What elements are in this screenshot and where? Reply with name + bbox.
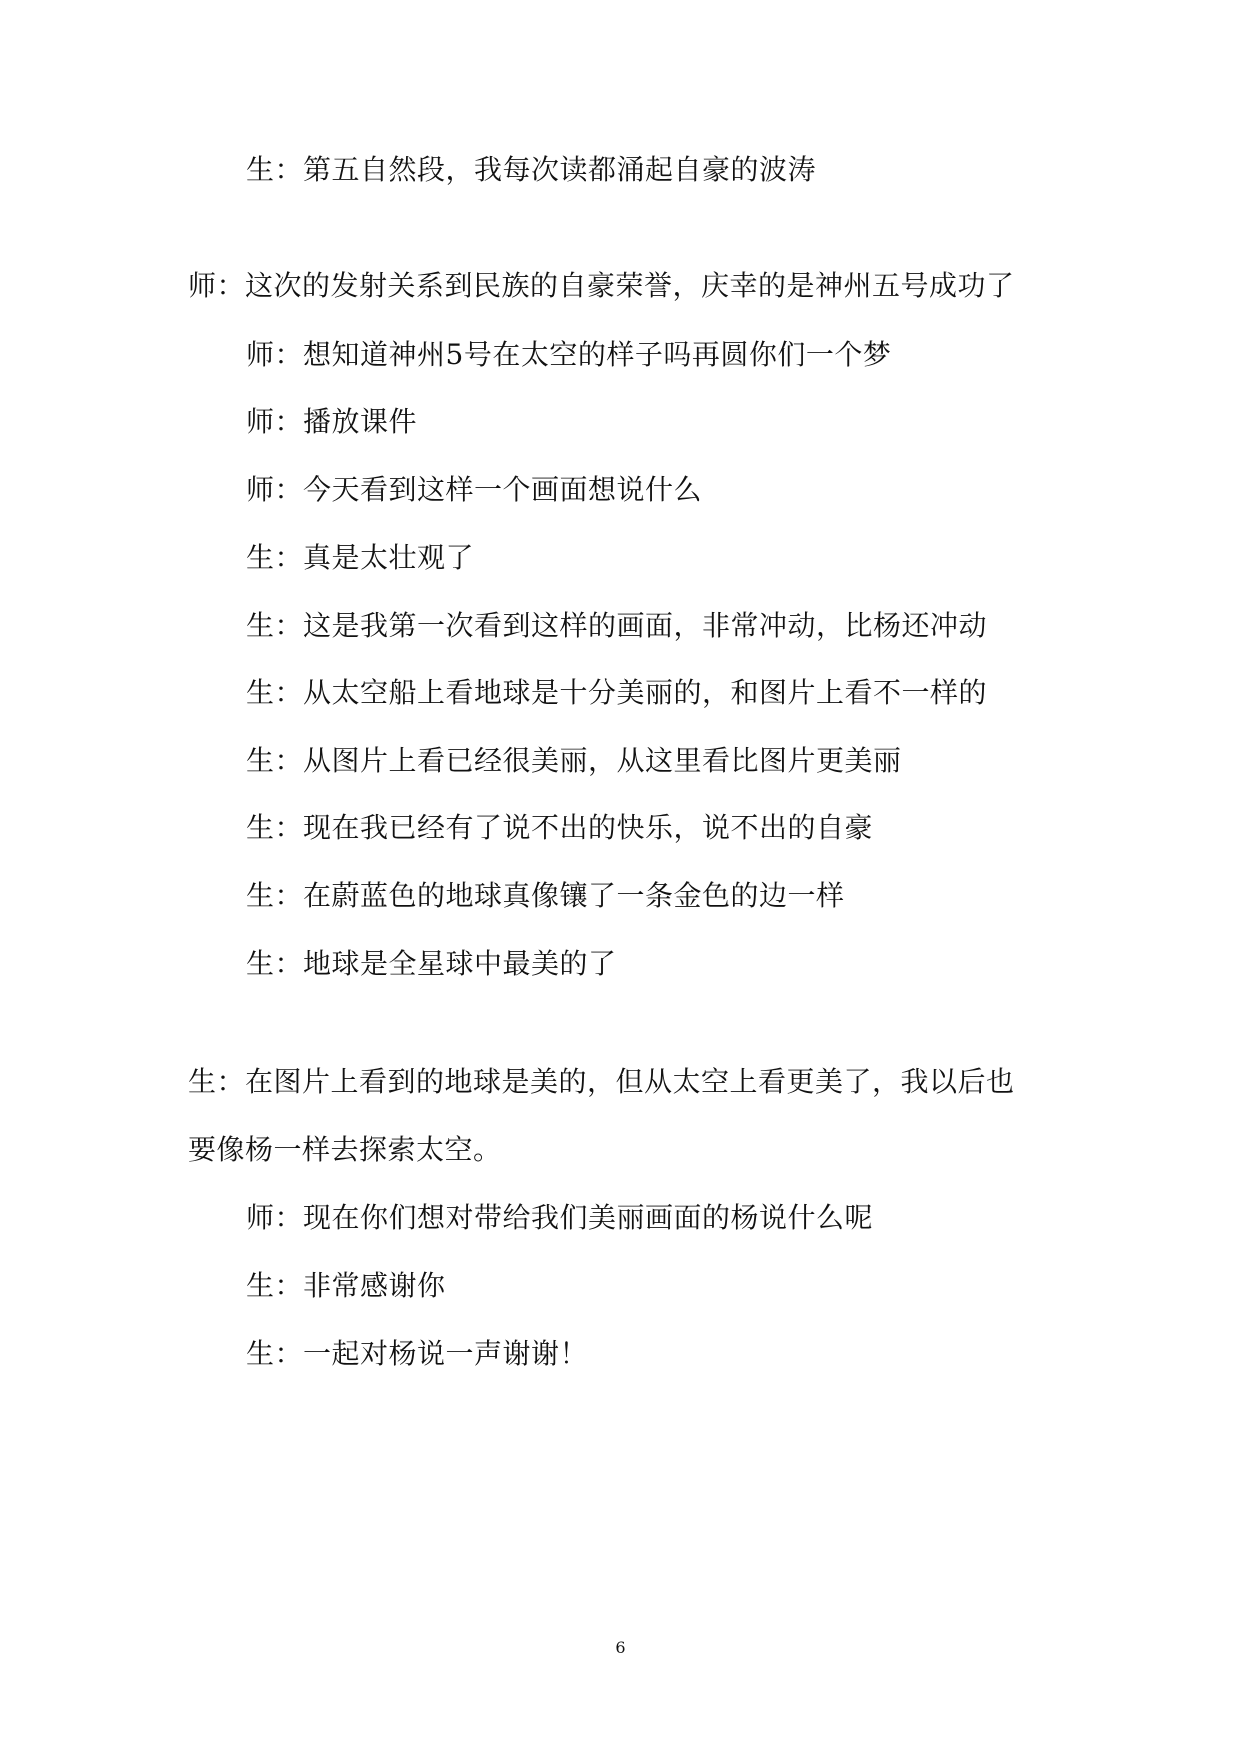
text-line: 师：今天看到这样一个画面想说什么 xyxy=(246,473,703,506)
text-line: 生：从图片上看已经很美丽，从这里看比图片更美丽 xyxy=(246,744,902,777)
text-line: 生：非常感谢你 xyxy=(246,1269,446,1302)
text-line: 要像杨一样去探索太空。 xyxy=(188,1133,502,1166)
text-line: 生：真是太壮观了 xyxy=(246,541,475,574)
text-line: 生：这是我第一次看到这样的画面，非常冲动，比杨还冲动 xyxy=(246,609,988,642)
text-line: 生：第五自然段，我每次读都涌起自豪的波涛 xyxy=(246,153,817,186)
text-line: 生：地球是全星球中最美的了 xyxy=(246,947,617,980)
text-line: 生：现在我已经有了说不出的快乐，说不出的自豪 xyxy=(246,811,874,844)
page-number: 6 xyxy=(615,1638,626,1657)
text-line: 生：从太空船上看地球是十分美丽的，和图片上看不一样的 xyxy=(246,676,988,709)
text-line: 生：在图片上看到的地球是美的，但从太空上看更美了，我以后也 xyxy=(188,1065,1015,1098)
text-line: 生：在蔚蓝色的地球真像镶了一条金色的边一样 xyxy=(246,879,845,912)
text-line: 师：播放课件 xyxy=(246,405,418,438)
text-line: 师：想知道神州5号在太空的样子吗再圆你们一个梦 xyxy=(246,338,892,371)
text-line: 师：这次的发射关系到民族的自豪荣誉，庆幸的是神州五号成功了 xyxy=(188,269,1015,302)
text-line: 师：现在你们想对带给我们美丽画面的杨说什么呢 xyxy=(246,1201,874,1234)
text-line: 生：一起对杨说一声谢谢！ xyxy=(246,1337,589,1370)
